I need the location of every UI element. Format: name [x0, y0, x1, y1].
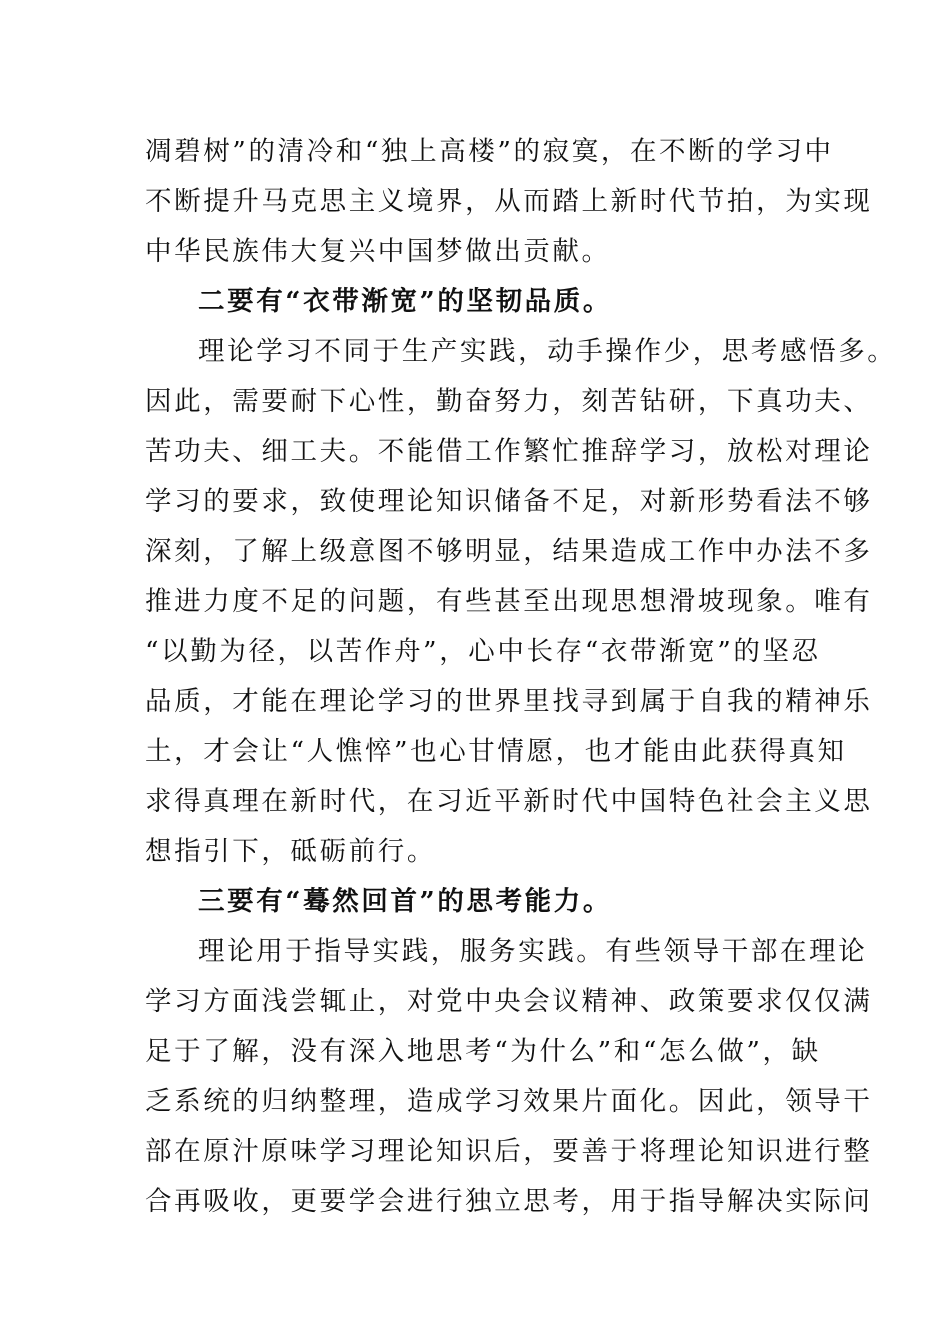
text-line: 乏系统的归纳整理，造成学习效果片面化。因此，领导干 — [145, 1086, 873, 1117]
text-line: 合再吸收，更要学会进行独立思考，用于指导解决实际问 — [145, 1186, 873, 1217]
section-heading: 二要有“衣带渐宽”的坚韧品质。 — [198, 286, 612, 317]
text-line: 深刻，了解上级意图不够明显，结果造成工作中办法不多 — [145, 536, 873, 567]
text-line: “以勤为径，以苦作舟”，心中长存“衣带渐宽”的坚忍 — [145, 636, 821, 667]
document-body — [145, 127, 897, 1227]
text-line: 中华民族伟大复兴中国梦做出贡献。 — [145, 236, 611, 267]
text-line: 不断提升马克思主义境界，从而踏上新时代节拍，为实现 — [145, 186, 873, 217]
section-heading: 三要有“蓦然回首”的思考能力。 — [198, 886, 612, 917]
text-line: 苦功夫、细工夫。不能借工作繁忙推辞学习，放松对理论 — [145, 436, 873, 467]
text-line: 足于了解，没有深入地思考“为什么”和“怎么做”，缺 — [145, 1036, 821, 1067]
text-line: 学习的要求，致使理论知识储备不足，对新形势看法不够 — [145, 486, 873, 517]
text-line: 品质，才能在理论学习的世界里找寻到属于自我的精神乐 — [145, 686, 873, 717]
text-line: 学习方面浅尝辄止，对党中央会议精神、政策要求仅仅满 — [145, 986, 873, 1017]
text-line: 凋碧树”的清冷和“独上高楼”的寂寞，在不断的学习中 — [145, 136, 834, 167]
text-line: 求得真理在新时代，在习近平新时代中国特色社会主义思 — [145, 786, 873, 817]
text-line: 土，才会让“人憔悴”也心甘情愿，也才能由此获得真知 — [145, 736, 847, 767]
text-line: 部在原汁原味学习理论知识后，要善于将理论知识进行整 — [145, 1136, 873, 1167]
text-line: 理论用于指导实践，服务实践。有些领导干部在理论 — [198, 936, 868, 967]
text-line: 因此，需要耐下心性，勤奋努力，刻苦钻研，下真功夫、 — [145, 386, 873, 417]
text-line: 推进力度不足的问题，有些甚至出现思想滑坡现象。唯有 — [145, 586, 873, 617]
text-line: 想指引下，砥砺前行。 — [145, 836, 436, 867]
text-line: 理论学习不同于生产实践，动手操作少，思考感悟多。 — [198, 336, 897, 367]
